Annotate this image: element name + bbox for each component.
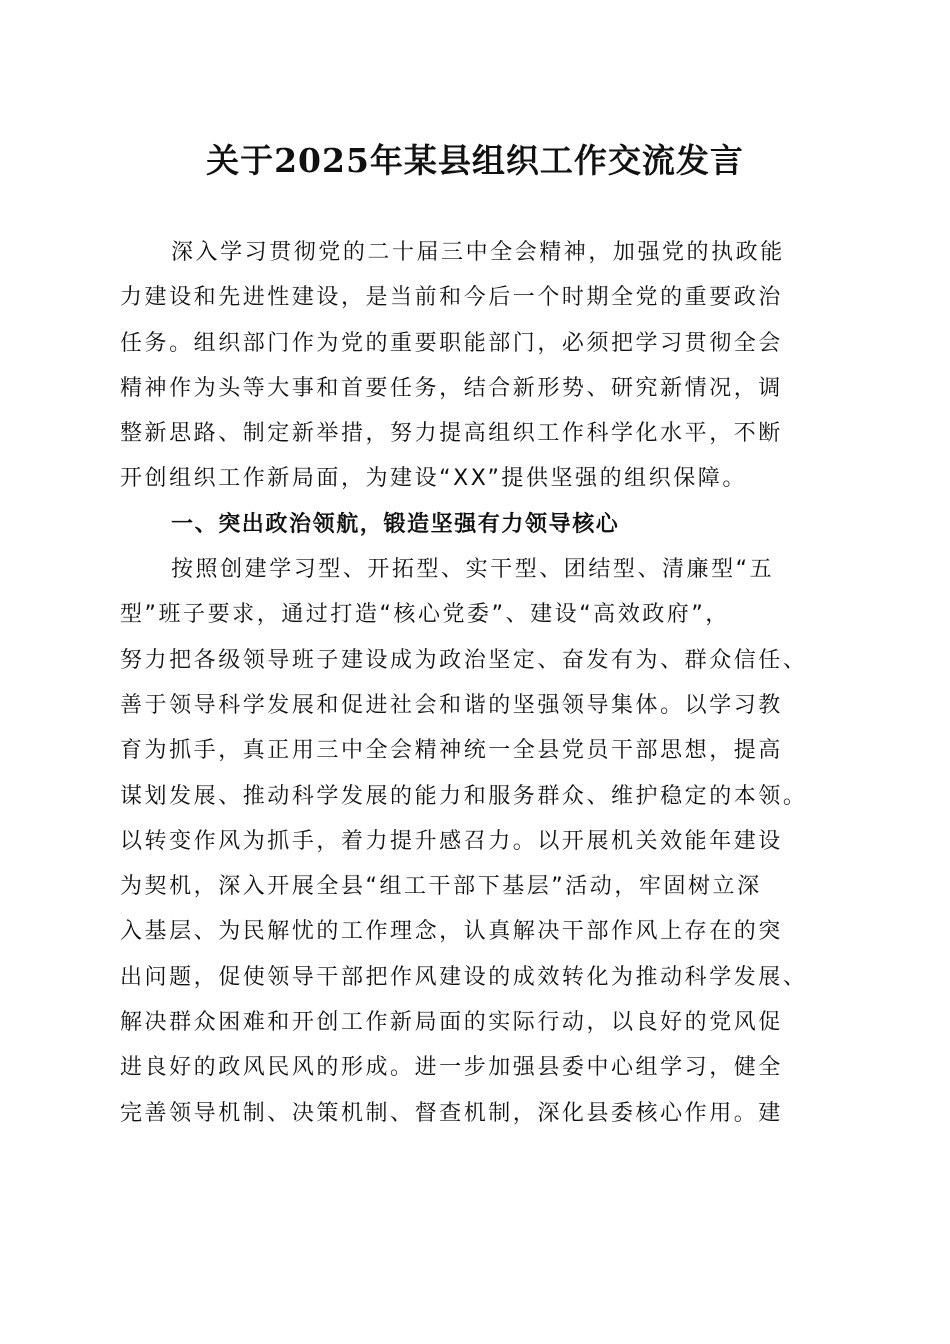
paragraph-2-line: 型”班子要求，通过打造“核心党委”、建设“高效政府”， — [120, 602, 730, 628]
paragraph-2-line: 入基层、为民解忧的工作理念，认真解决干部作风上存在的突 — [120, 919, 783, 945]
paragraph-2-line: 解决群众困难和开创工作新局面的实际行动，以良好的党风促 — [120, 1010, 783, 1036]
paragraph-2-line: 善于领导科学发展和促进社会和谐的坚强领导集体。以学习教 — [120, 692, 783, 718]
paragraph-2-line: 努力把各级领导班子建设成为政治坚定、奋发有为、群众信任、 — [120, 647, 808, 673]
section-1-heading: 一、突出政治领航，锻造坚强有力领导核心 — [171, 511, 620, 537]
document-body — [120, 230, 832, 1136]
paragraph-1-line: 开创组织工作新局面，为建设“XX”提供坚强的组织保障。 — [120, 466, 747, 492]
paragraph-2-line: 为契机，深入开展全县“组工干部下基层”活动，牢固树立深 — [120, 874, 762, 900]
paragraph-2-line: 进良好的政风民风的形成。进一步加强县委中心组学习，健全 — [120, 1055, 783, 1081]
paragraph-2-line: 按照创建学习型、开拓型、实干型、团结型、清廉型“五 — [171, 557, 775, 583]
paragraph-2-line: 以转变作风为抓手，着力提升感召力。以开展机关效能年建设 — [120, 828, 783, 854]
paragraph-2-line: 育为抓手，真正用三中全会精神统一全县党员干部思想，提高 — [120, 738, 783, 764]
paragraph-1-line: 整新思路、制定新举措，努力提高组织工作科学化水平，不断 — [120, 421, 783, 447]
paragraph-1-line: 精神作为头等大事和首要任务，结合新形势、研究新情况，调 — [120, 375, 783, 401]
paragraph-2-line: 完善领导机制、决策机制、督查机制，深化县委核心作用。建 — [120, 1100, 783, 1126]
paragraph-1-line: 深入学习贯彻党的二十届三中全会精神，加强党的执政能 — [171, 240, 785, 265]
document-title: 关于2025年某县组织工作交流发言 — [206, 141, 744, 180]
paragraph-1-line: 任务。组织部门作为党的重要职能部门，必须把学习贯彻全会 — [120, 330, 783, 356]
paragraph-2-line: 出问题，促使领导干部把作风建设的成效转化为推动科学发展、 — [120, 964, 808, 990]
paragraph-2-line: 谋划发展、推动科学发展的能力和服务群众、维护稳定的本领。 — [120, 783, 808, 809]
paragraph-1-line: 力建设和先进性建设，是当前和今后一个时期全党的重要政治 — [120, 285, 783, 311]
